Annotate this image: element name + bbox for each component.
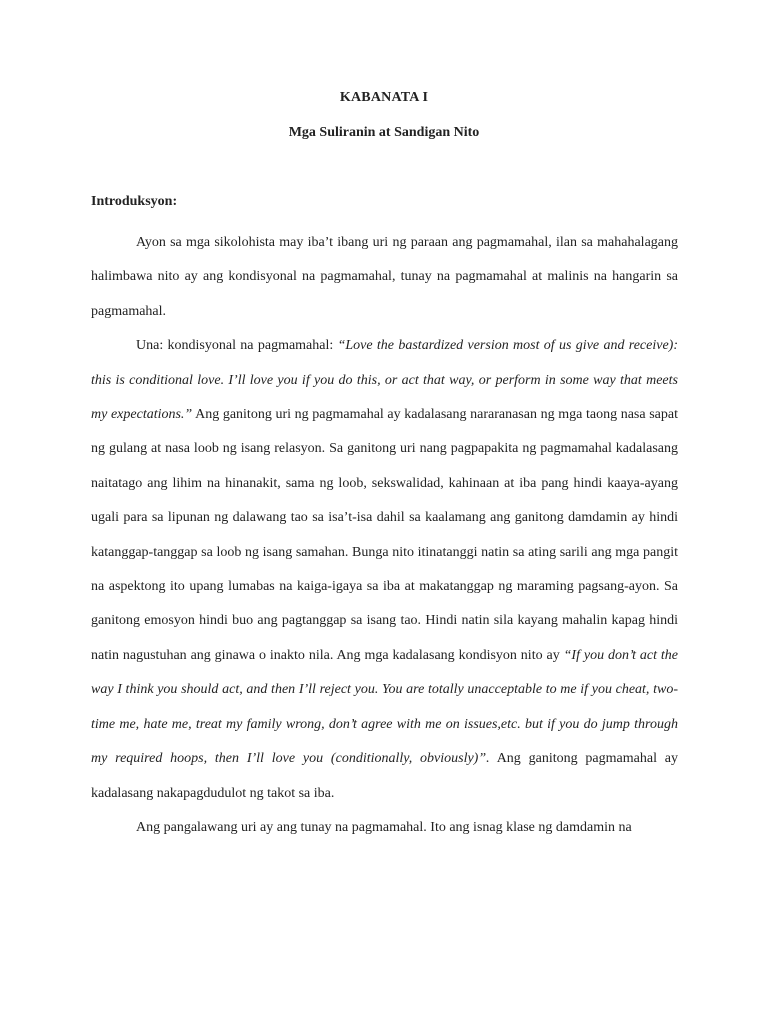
document-body [91,226,678,845]
paragraph-1-text: Ayon sa mga sikolohista may iba’t ibang uri ng paraan ang pagmamahal, ilan sa mahahalagang halimbawa nito ay ang kondisyonal na pagmamahal, tunay na pagmamahal at malinis na hangarin sa pagmamahal. [91,235,678,319]
chapter-title: KABANATA I [339,90,429,105]
paragraph-2-mid: Ang ganitong uri ng pagmamahal ay kadalasang nararanasan ng mga taong nasa sapat ng gulang at nasa loob ng isang relasyon. Sa ganitong uri nang pagpapakita ng pagmamahal kadalasang naitatago ang lihim na hinanakit, sama ng loob, sekswalidad, kahinaan at iba pang hindi kaaya-ayang ugali para sa lipunan ng dalawang tao sa isa’t-isa dahil sa kaalamang ang ganitong damdamin ay hindi katanggap-tanggap sa loob ng isang samahan. Bunga nito itinatanggi natin sa ating sarili ang mga pangit na aspektong ito upang lumabas na kaiga-igaya sa iba at makatanggap ng maraming pagsang-ayon. Sa ganitong emosyon hindi buo ang pagtanggap sa isang tao. Hindi natin sila kayang mahalin kapag hindi natin nagustuhan ang ginawa o inakto nila. Ang mga kadalasang kondisyon nito ay [91,407,678,663]
paragraph-3 [91,811,678,845]
paragraph-3-text: Ang pangalawang uri ay ang tunay na pagmamahal. Ito ang isnag klase ng damdamin na [136,819,632,835]
paragraph-2-tail: Ang ganitong pagmamahal ay kadalasang nakapagdudulot ng takot sa iba. [91,751,678,801]
paragraph-2 [91,329,678,811]
paragraph-2-quote2: “If you don’t act the way I think you should act, and then I’ll reject you. You are totally unacceptable to me if you cheat, two-time me, hate me, treat my family wrong, don’t agree with me on issues,etc. but if you do jump through my required hoops, then I’ll love you (conditionally, obviously)”. [91,647,679,767]
paragraph-2-quote: “Love the bastardized version most of us give and receive): this is conditional love. I’ll love you if you do this, or act that way, or perform in some way that meets my expectations.” [91,338,678,423]
paragraph-2-lead: Una: kondisyonal na pagmamahal: [136,338,338,354]
section-heading: Introduksyon: [91,194,178,209]
paragraph-1 [91,226,678,329]
chapter-subtitle: Mga Suliranin at Sandigan Nito [288,125,480,140]
